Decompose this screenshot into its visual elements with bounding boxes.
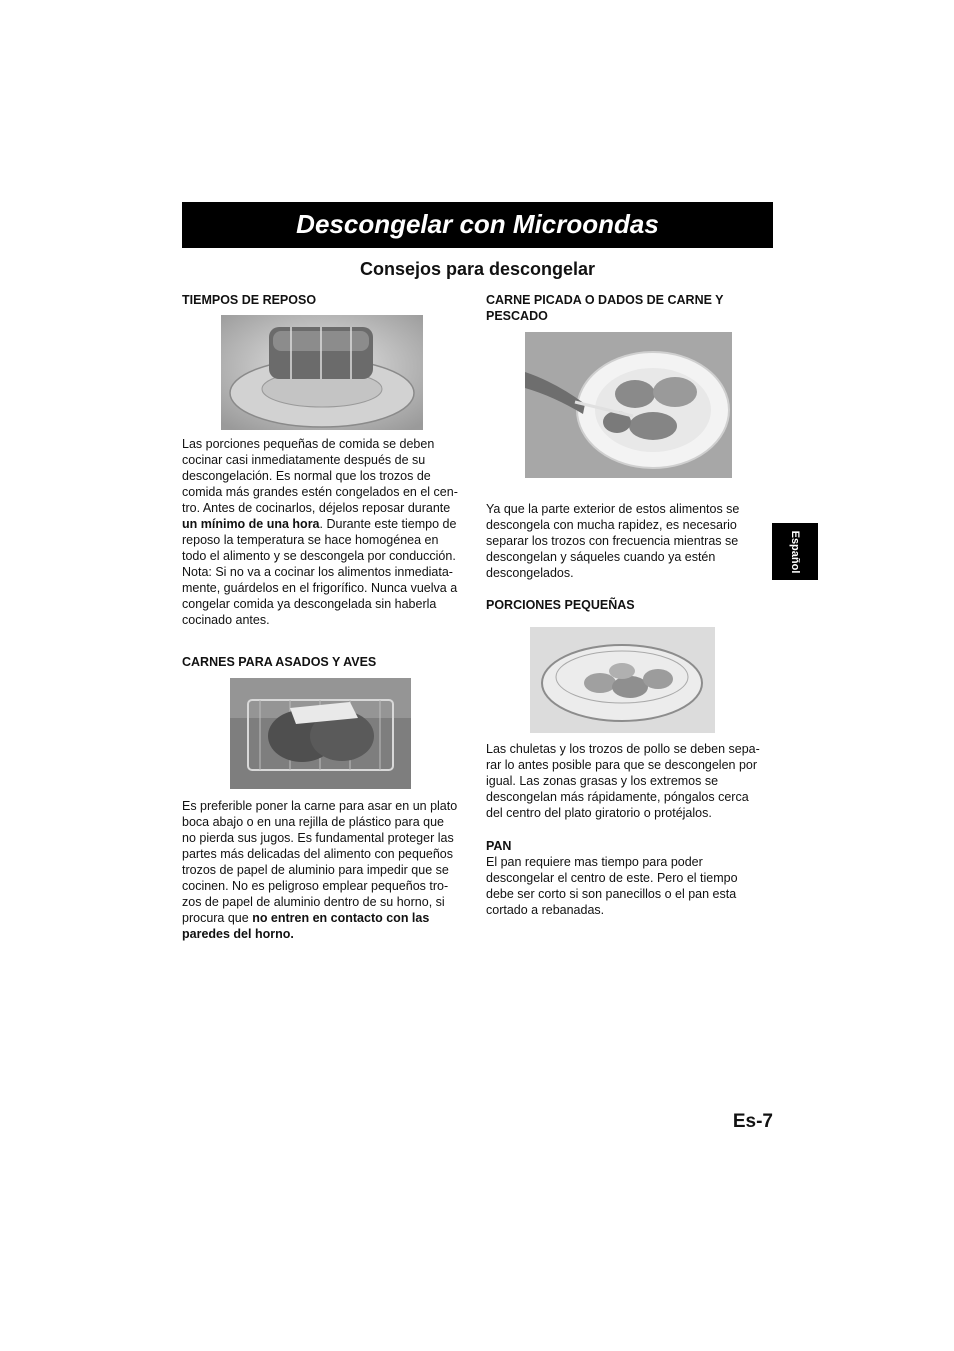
text-line: cortado a rebanadas. <box>486 903 605 917</box>
photo-chicken-in-glass-dish <box>530 627 715 733</box>
page-number: Es-7 <box>732 1111 773 1132</box>
text-line: descongelan más rápidamente, póngalos cerca <box>486 790 749 804</box>
text-line: descongela con mucha rapidez, es necesario <box>486 518 737 532</box>
text-line: descongelados. <box>486 566 574 580</box>
text-line: igual. Las zonas grasas y los extremos se <box>486 774 719 788</box>
heading-bread: PAN <box>486 839 512 853</box>
bold-text: no entren en contacto con las <box>252 911 430 925</box>
text-line: del centro del plato giratorio o protéjalos. <box>486 806 712 820</box>
section-subtitle: Consejos para descongelar <box>359 259 596 279</box>
paragraph-minced-meat-fish <box>486 501 776 581</box>
photo-roast-on-turntable <box>221 315 423 430</box>
text-line: cocinado antes. <box>182 613 270 627</box>
text-line: boca abajo o en una rejilla de plástico para que <box>182 815 444 829</box>
text-line: cocinar casi inmediatamente después de su <box>182 453 426 467</box>
text-line: Las chuletas y los trozos de pollo se deben sepa- <box>486 742 760 756</box>
text-line: congelar comida ya descongelada sin haberla <box>182 597 437 611</box>
heading-small-portions: PORCIONES PEQUEÑAS <box>486 598 635 612</box>
text-line: El pan requiere mas tiempo para poder <box>486 855 703 869</box>
text-line: partes más delicadas del alimento con pequeños <box>182 847 454 861</box>
text-line: debe ser corto si son panecillos o el pan esta <box>486 887 737 901</box>
text-line: reposo la temperatura se hace homogénea en <box>182 533 439 547</box>
bold-text: paredes del horno. <box>182 927 294 941</box>
paragraph-roasts-poultry <box>182 798 472 942</box>
text-line: no pierda sus jugos. Es fundamental proteger las <box>182 831 454 845</box>
title-bar <box>182 202 773 248</box>
photo-poultry-on-rack <box>230 678 411 789</box>
text-line: descongelan y sáqueles cuando ya estén <box>486 550 716 564</box>
text-line: descongelación. Es normal que los trozos de <box>182 469 431 483</box>
heading-minced-meat-fish <box>486 292 724 324</box>
text-line: todo el alimento y se descongela por conducción. <box>182 549 456 563</box>
text-line: trozos de papel de aluminio para impedir que se <box>182 863 449 877</box>
paragraph-bread <box>486 854 776 918</box>
text-line: tro. Antes de cocinarlos, déjelos reposar durante <box>182 501 451 515</box>
text-line: separar los trozos con frecuencia mientras se <box>486 534 739 548</box>
text-line: descongelar el centro de este. Pero el tiempo <box>486 871 738 885</box>
heading-roasts-poultry: CARNES PARA ASADOS Y AVES <box>182 655 377 669</box>
text-line: cocinen. No es peligroso emplear pequeños tro- <box>182 879 449 893</box>
page-title: Descongelar con Microondas <box>296 209 659 239</box>
text-line <box>182 910 472 926</box>
text-line: Las porciones pequeñas de comida se deben <box>182 437 435 451</box>
text-line <box>182 516 472 532</box>
text-line <box>182 926 472 942</box>
heading-line: CARNE PICADA O DADOS DE CARNE Y <box>486 293 724 307</box>
text-span: . Durante este tiempo de <box>319 517 457 531</box>
heading-standing-times: TIEMPOS DE REPOSO <box>182 293 317 307</box>
language-tab <box>772 523 818 580</box>
text-line: Ya que la parte exterior de estos alimentos se <box>486 502 740 516</box>
paragraph-standing-times <box>182 436 472 628</box>
bold-text: un mínimo de una hora <box>182 517 320 531</box>
text-line: zos de papel de aluminio dentro de su horno, si <box>182 895 445 909</box>
language-tab-label: Español <box>789 530 801 573</box>
text-line: Nota: Si no va a cocinar los alimentos inmediata- <box>182 565 453 579</box>
text-line: Es preferible poner la carne para asar en un plato <box>182 799 458 813</box>
photo-fork-separating-pieces <box>525 332 732 478</box>
text-line: mente, guárdelos en el frigorífico. Nunca vuelva a <box>182 581 458 595</box>
text-line: rar lo antes posible para que se descongelen por <box>486 758 758 772</box>
heading-line: PESCADO <box>486 309 548 323</box>
paragraph-small-portions <box>486 741 776 821</box>
text-line: comida más grandes estén congelados en el cen- <box>182 485 458 499</box>
text-span: procura que <box>182 911 253 925</box>
